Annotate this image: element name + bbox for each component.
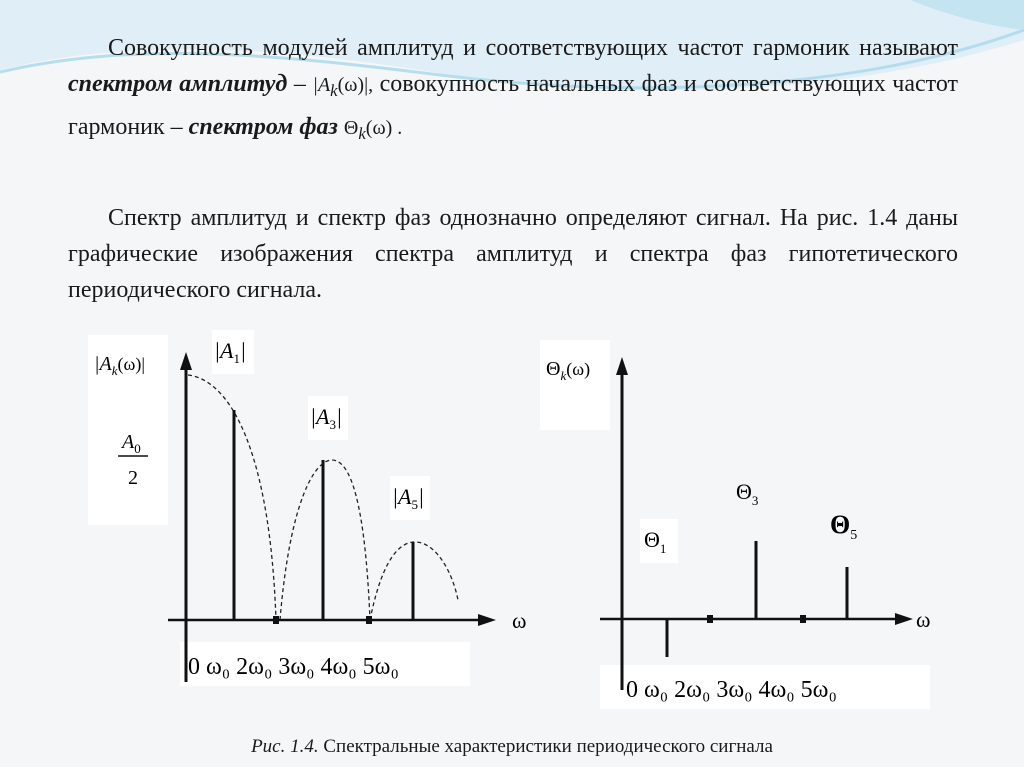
- phase-symbol: $\Theta_k(\omega)$ .: [343, 117, 403, 143]
- a3-label: $|A_3|$: [310, 404, 343, 432]
- y-axis-label: $|A_k(\omega)|$: [94, 353, 145, 378]
- figure-number: Рис. 1.4.: [251, 736, 319, 757]
- amplitude-symbol: $|A_k(\omega)|$,: [312, 74, 374, 100]
- zero-marker-4: [800, 615, 806, 623]
- y-axis-arrow: [616, 357, 628, 375]
- x-axis-omega-label: ω: [512, 608, 527, 633]
- zero-marker-2: [707, 615, 713, 623]
- t5-label: $\Theta_5$: [830, 510, 858, 543]
- y-axis-label: $\Theta_k(\omega)$: [546, 358, 591, 383]
- zero-marker-4: [366, 616, 372, 624]
- envelope-lobe-2: [280, 460, 370, 620]
- x-tick-labels: 0 ω₀ 2ω₀ 3ω₀ 4ω₀ 5ω₀: [626, 677, 837, 703]
- a5-label: $|A_5|$: [392, 484, 425, 512]
- envelope-lobe-1: [188, 375, 276, 620]
- x-axis-arrow: [478, 614, 496, 626]
- term-amplitude-spectrum: спектром амплитуд: [68, 71, 288, 97]
- x-axis-omega-label: ω: [916, 607, 931, 632]
- x-axis-arrow: [895, 613, 913, 625]
- y-axis-arrow: [180, 352, 192, 370]
- figure-caption: Рис. 1.4. Спектральные характеристики периодического сигнала: [251, 736, 773, 757]
- zero-marker-2: [273, 616, 279, 624]
- a0-denominator: 2: [128, 467, 138, 489]
- phase-spectrum-chart: [540, 335, 1020, 715]
- t3-label: $\Theta_3$: [736, 479, 759, 508]
- y-label-box: [540, 340, 610, 430]
- paragraph-1: Совокупность модулей амплитуд и соответствующих частот гармоник называют спектром амплитуд – $|A_k(\omega)|$, совокупность начальных фаз и соответствующих частот гармоник – спектром фаз $\Theta_k(\omega)$ .: [68, 35, 959, 143]
- a0-numerator: $A_0$: [122, 431, 141, 456]
- a1-label: $|A_1|$: [214, 338, 247, 366]
- term-phase-spectrum: спектром фаз: [188, 114, 338, 140]
- t1-label: $\Theta_1$: [644, 527, 667, 556]
- x-tick-labels: 0 ω₀ 2ω₀ 3ω₀ 4ω₀ 5ω₀: [188, 654, 399, 680]
- paragraph-2: Спектр амплитуд и спектр фаз однозначно определяют сигнал. На рис. 1.4 даны графические изображения спектра амплитуд и спектра фаз гипотетического периодического сигнала.: [68, 205, 958, 303]
- amplitude-spectrum-chart: [80, 330, 540, 690]
